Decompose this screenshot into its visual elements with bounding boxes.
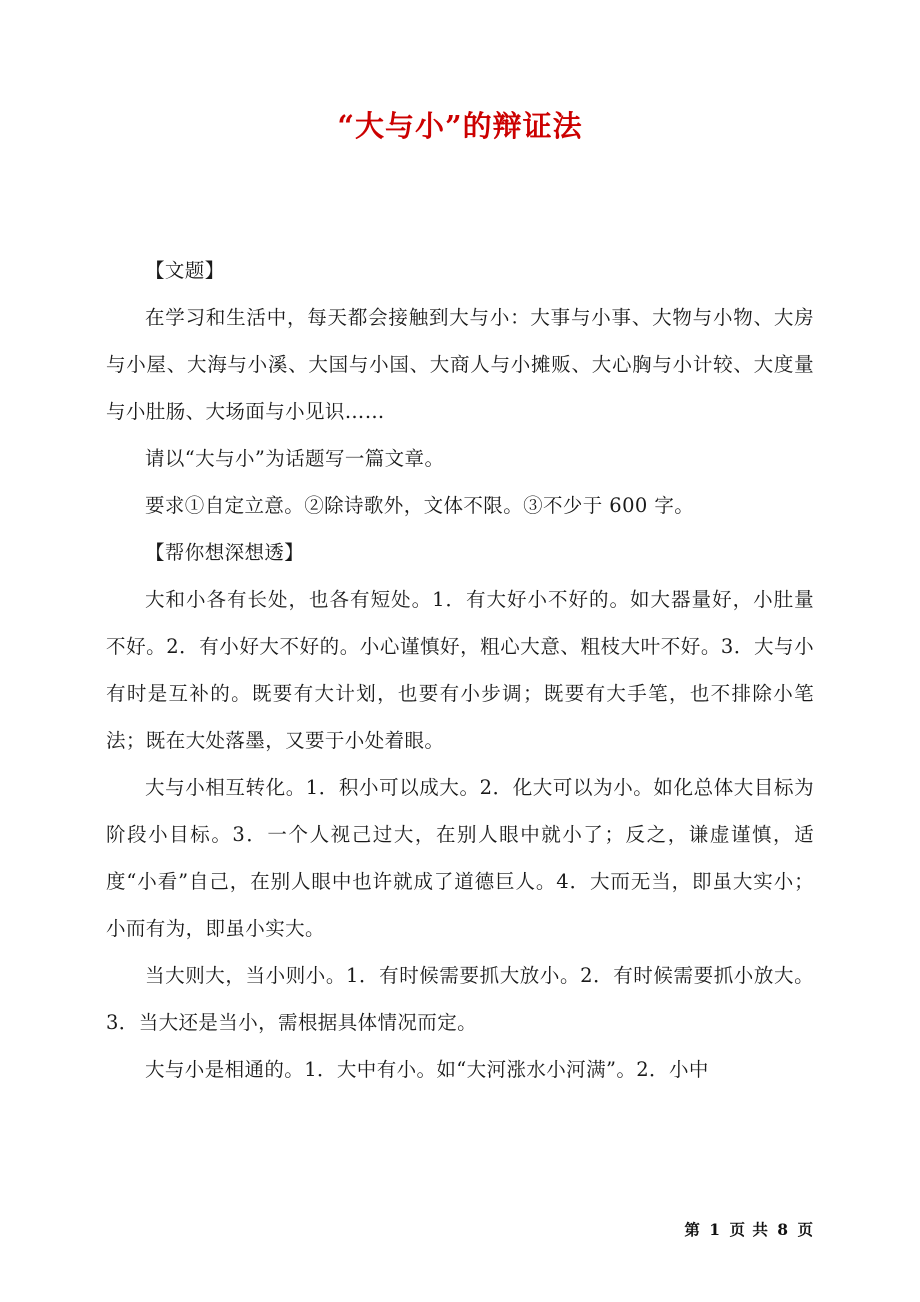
- footer-suffix: 页: [797, 1220, 814, 1239]
- paragraph-guidance-4: 大与小是相通的。1．大中有小。如“大河涨水小河满”。2．小中: [145, 1058, 709, 1081]
- paragraph-prompt-requirements: 要求①自定立意。②除诗歌外，文体不限。③不少于 600 字。: [145, 494, 695, 517]
- paragraph-wenti-heading: 【文题】: [145, 259, 225, 282]
- paragraph-prompt-intro: 在学习和生活中，每天都会接触到大与小：大事与小事、大物与小物、大房与小屋、大海与小溪、大国与小国、大商人与小摊贩、大心胸与小计较、大度量与小肚肠、大场面与小见识……: [106, 306, 814, 423]
- paragraph-guidance-2: 大与小相互转化。1．积小可以成大。2．化大可以为小。如化总体大目标为阶段小目标。3．一个人视己过大，在别人眼中就小了；反之，谦虚谨慎，适度“小看”自己，在别人眼中也许就成了道德巨人。4．大而无当，即虽大实小；小而有为，即虽小实大。: [106, 776, 814, 940]
- paragraph-guidance-heading: 【帮你想深想透】: [145, 541, 305, 564]
- page-title: “大与小”的辩证法: [337, 109, 583, 143]
- page-footer: [684, 1218, 814, 1240]
- document-body: [106, 247, 814, 1093]
- footer-prefix: 第: [684, 1220, 701, 1239]
- footer-total-pages: 8: [777, 1220, 790, 1239]
- paragraph-prompt-task: 请以“大与小”为话题写一篇文章。: [145, 447, 445, 470]
- footer-middle: 页 共: [729, 1220, 769, 1239]
- paragraph-guidance-1: 大和小各有长处，也各有短处。1．有大好小不好的。如大器量好，小肚量不好。2．有小好大不好的。小心谨慎好，粗心大意、粗枝大叶不好。3．大与小有时是互补的。既要有大计划，也要有小步调；既要有大手笔，也不排除小笔法；既在大处落墨，又要于小处着眼。: [106, 588, 814, 752]
- footer-current-page: 1: [709, 1220, 722, 1239]
- paragraph-guidance-3: 当大则大，当小则小。1．有时候需要抓大放小。2．有时候需要抓小放大。3．当大还是当小，需根据具体情况而定。: [106, 964, 814, 1034]
